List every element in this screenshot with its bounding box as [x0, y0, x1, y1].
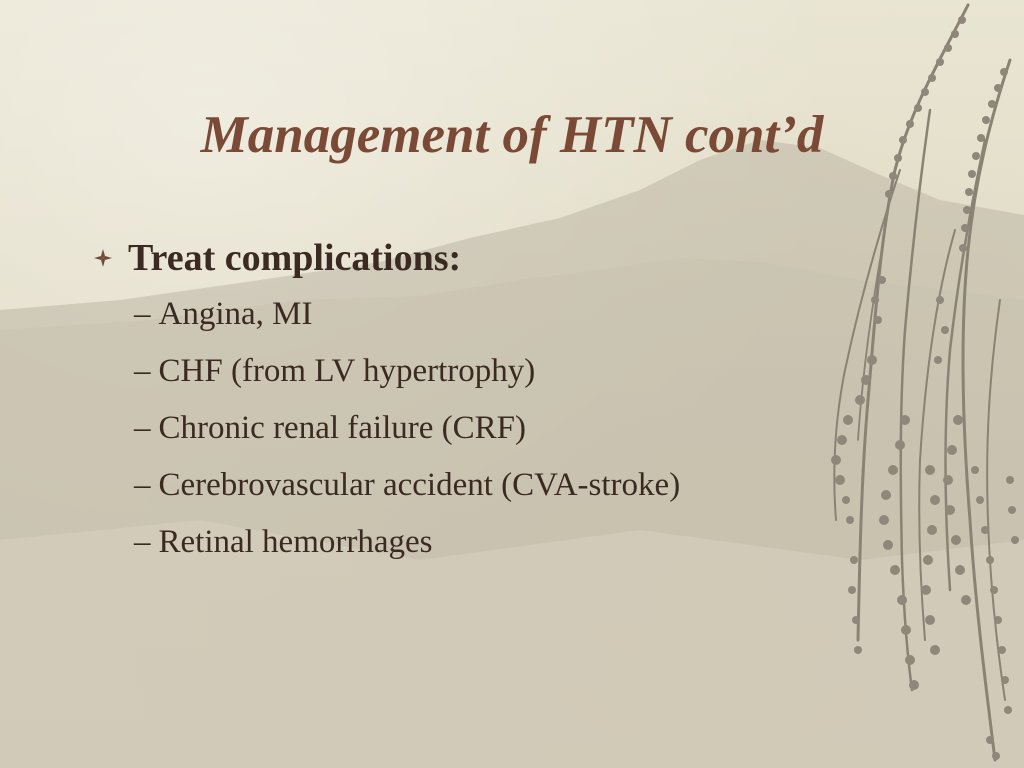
bullet-text: Treat complications: [128, 237, 462, 279]
sub-bullet-item [134, 400, 848, 457]
dash-marker: – [134, 467, 151, 503]
dash-marker: – [134, 353, 151, 389]
dash-marker: – [134, 296, 151, 332]
sub-bullet-item [134, 457, 848, 514]
sub-bullet-list [88, 286, 848, 571]
sub-bullet-item [134, 343, 848, 400]
dash-marker: – [134, 410, 151, 446]
slide-body [88, 230, 848, 571]
dash-marker: – [134, 524, 151, 560]
sub-bullet-text: Cerebrovascular accident (CVA-stroke) [158, 467, 681, 503]
sub-bullet-text: Retinal hemorrhages [158, 524, 433, 560]
sub-bullet-item [134, 286, 848, 343]
slide-title: Management of HTN cont’d [200, 106, 824, 164]
diamond-star-bullet-icon [88, 243, 118, 273]
sub-bullet-item [134, 514, 848, 571]
bullet-item [88, 230, 848, 286]
sub-bullet-text: Angina, MI [158, 296, 313, 332]
sub-bullet-text: Chronic renal failure (CRF) [158, 410, 526, 446]
sub-bullet-text: CHF (from LV hypertrophy) [158, 353, 536, 389]
